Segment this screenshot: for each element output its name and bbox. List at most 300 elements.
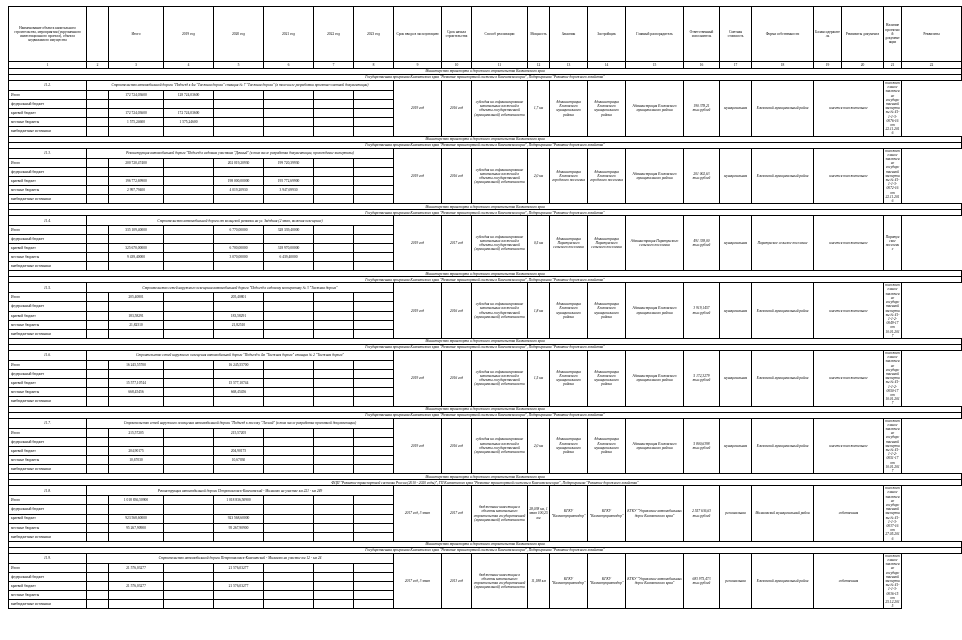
financing-amount: 172 724,03600	[109, 109, 164, 118]
financing-source-label: местные бюджеты	[9, 591, 87, 600]
spacer-cell	[354, 388, 394, 397]
financing-amount: 1 575,24600	[109, 118, 164, 127]
header-cell: 2020 год	[214, 7, 264, 62]
spacer-cell	[354, 591, 394, 600]
financing-amount: 204,90175	[109, 446, 164, 455]
budget-administrator: Администрация Паратунского сельского поселения	[626, 216, 684, 271]
customer: КГКУ "Камчатуправтодор"	[550, 486, 588, 542]
financing-amount	[314, 514, 354, 523]
financing-amount	[264, 100, 314, 109]
developer: Администрация Елизовского муниципального района	[588, 81, 626, 137]
financing-amount	[264, 600, 314, 609]
column-number-cell: 2	[87, 62, 109, 69]
financing-amount	[264, 532, 314, 541]
financing-source-label: федеральный бюджет	[9, 370, 87, 379]
financing-amount	[314, 302, 354, 311]
commissioning-year: 2019 год	[394, 418, 442, 474]
financing-source-label: внебюджетные источники	[9, 397, 87, 406]
financing-source-label: краевой бюджет	[9, 311, 87, 320]
financing-amount	[314, 361, 354, 370]
customer: Администрация Паратунского сельского поселения	[550, 216, 588, 271]
commissioning-year: 2019 год	[394, 350, 442, 406]
spacer-cell	[87, 118, 109, 127]
financing-amount	[164, 370, 214, 379]
start-year: 2016 год	[442, 81, 472, 137]
financing-amount	[164, 244, 214, 253]
financing-amount	[164, 582, 214, 591]
design-documentation: имеется положительное	[814, 418, 884, 474]
financing-amount	[264, 320, 314, 329]
object-title-row	[9, 81, 962, 91]
section-title: Министерство транспорта и дорожного строительства Камчатского края	[9, 69, 962, 75]
balance-holder: Елизовский муниципальный район	[752, 418, 814, 474]
document-requisites: положительное заключение государственной экспертизы № 41-1-1-3-0076-16 от 22.11.2016	[885, 81, 900, 136]
financing-amount: 4 019,20930	[214, 186, 264, 195]
spacer-cell	[354, 523, 394, 532]
spacer-cell	[87, 465, 109, 474]
financing-source-label: внебюджетные источники	[9, 262, 87, 271]
financing-amount	[109, 591, 164, 600]
column-number-cell: 20	[842, 62, 884, 69]
balance-holder: Мильковский муниципальный район	[752, 486, 814, 542]
spacer-cell	[87, 455, 109, 464]
header-cell: Наличие проектной документации	[884, 7, 902, 62]
column-number-cell: 1	[9, 62, 87, 69]
financing-amount: 923 568,60000	[214, 514, 264, 523]
object-title-row	[9, 553, 962, 563]
column-number-cell: 19	[814, 62, 842, 69]
estimated-cost: 201 002,63 тыс.рублей	[684, 148, 720, 204]
spacer-cell	[354, 253, 394, 262]
financing-amount	[164, 320, 214, 329]
spacer-cell	[87, 532, 109, 541]
column-number-cell: 12	[528, 62, 550, 69]
design-documentation: имеется положительное	[814, 81, 884, 137]
financing-amount	[164, 397, 214, 406]
spacer-cell	[354, 158, 394, 167]
financing-amount	[164, 591, 214, 600]
header-cell: Срок начала строительства	[442, 7, 472, 62]
financing-amount	[214, 532, 264, 541]
financing-amount	[214, 235, 264, 244]
spacer-cell	[87, 100, 109, 109]
financing-amount: 16 245,55700	[214, 361, 264, 370]
financing-amount	[109, 329, 164, 338]
financing-source-label: внебюджетные источники	[9, 127, 87, 136]
financing-amount: 21 576,03277	[109, 563, 164, 572]
financing-amount	[109, 600, 164, 609]
start-year: 2016 год	[442, 283, 472, 339]
financing-amount: 172 724,03600	[164, 109, 214, 118]
financing-source-label: местные бюджеты	[9, 118, 87, 127]
object-code: 11.4.	[9, 216, 87, 226]
financing-amount	[164, 329, 214, 338]
financing-source-label: федеральный бюджет	[9, 100, 87, 109]
column-number-cell: 5	[214, 62, 264, 69]
section-title: Министерство транспорта и дорожного строительства Камчатского края	[9, 474, 962, 480]
implementation-method: субсидия на софинансирование капитальных вложений в объекты государственной (муниципальной) собственности	[472, 418, 528, 474]
financing-amount	[264, 91, 314, 100]
financing-amount	[164, 262, 214, 271]
column-number-cell: 6	[264, 62, 314, 69]
financing-amount: 2 997,79400	[109, 186, 164, 195]
capacity: 1,7 км	[528, 81, 550, 137]
financing-amount: 15 577,10744	[109, 379, 164, 388]
financing-source-label: Итого	[9, 226, 87, 235]
financing-amount	[264, 109, 314, 118]
financing-amount	[109, 505, 164, 514]
financing-amount	[214, 302, 264, 311]
financing-amount	[314, 523, 354, 532]
ownership-form: муниципальная	[720, 148, 752, 204]
developer: КГКУ "Камчатуправтодор"	[588, 553, 626, 609]
estimated-cost: 491 338,00 тыс.рублей	[684, 216, 720, 271]
financing-source-label: внебюджетные источники	[9, 600, 87, 609]
program-title: Государственная программа Камчатского края "Развитие транспортной системы в Камчатском крае", Подпрограмма "Развитие дорожного хозяйства"	[9, 344, 962, 350]
financing-amount: 328 339,40000	[264, 226, 314, 235]
design-documentation: имеется положительное	[814, 350, 884, 406]
object-title: Реконструкция автомобильной дороги Петропавловск-Камчатский - Мильково на участке км 221 - км 249	[87, 486, 394, 496]
financing-amount	[214, 167, 264, 176]
column-number-cell: 3	[109, 62, 164, 69]
customer: КГКУ "Камчатуправтодор"	[550, 553, 588, 609]
header-cell: Итого	[109, 7, 164, 62]
budget-administrator: КГКУ "Управление автомобильных дорог Камчатского края"	[626, 486, 684, 542]
financing-source-label: краевой бюджет	[9, 446, 87, 455]
financing-amount	[214, 397, 264, 406]
header-cell	[87, 7, 109, 62]
financing-amount: 215,57205	[109, 428, 164, 437]
object-code: 11.6.	[9, 350, 87, 360]
financing-amount	[164, 505, 214, 514]
implementation-method: субсидия на софинансирование капитальных вложений в объекты государственной (муниципальной) собственности	[472, 81, 528, 137]
spacer-cell	[87, 591, 109, 600]
table-body	[9, 69, 962, 609]
financing-amount	[164, 428, 214, 437]
program-title: Государственная программа Камчатского края "Развитие транспортной системы в Камчатском крае", Подпрограмма "Развитие дорожного хозяйства"	[9, 75, 962, 81]
financing-amount	[264, 505, 314, 514]
financing-source-label: краевой бюджет	[9, 176, 87, 185]
financing-amount	[109, 397, 164, 406]
financing-amount	[314, 455, 354, 464]
spacer-cell	[354, 397, 394, 406]
financing-amount: 215,57205	[214, 428, 264, 437]
financing-amount	[314, 505, 354, 514]
financing-amount: 3 947,69930	[264, 186, 314, 195]
financing-amount: 95 267,90900	[109, 523, 164, 532]
spacer-cell	[87, 379, 109, 388]
financing-amount: 6 439,40000	[264, 253, 314, 262]
financing-amount: 335 109,40000	[109, 226, 164, 235]
spacer-cell	[354, 455, 394, 464]
spacer-cell	[87, 235, 109, 244]
spacer-cell	[87, 428, 109, 437]
object-title: Строительство автомобильной дороги от кольцевой развязки на ул. Звёздная (2 этап, включая освещение)	[87, 216, 394, 226]
financing-amount: 9 439,40000	[109, 253, 164, 262]
object-code: 11.7.	[9, 418, 87, 428]
financing-amount	[109, 437, 164, 446]
start-year: 2016 год	[442, 148, 472, 204]
design-documentation: имеется положительное	[814, 148, 884, 204]
column-number-cell: 22	[902, 62, 962, 69]
column-number-cell: 14	[588, 62, 626, 69]
estimated-cost: 5 172,3279 тыс.рублей	[684, 350, 720, 406]
financing-source-label: краевой бюджет	[9, 514, 87, 523]
spacer-cell	[87, 514, 109, 523]
financing-amount	[164, 573, 214, 582]
program-title: Государственная программа Камчатского края "Развитие транспортной системы в Камчатском крае", Подпрограмма "Развитие дорожного хозяйства"	[9, 412, 962, 418]
capacity: 2,0 км	[528, 418, 550, 474]
balance-holder: Елизовский муниципальный район	[752, 350, 814, 406]
spacer-cell	[87, 388, 109, 397]
object-title: Строительство сетей наружного освещения автомобильной дороги "Подъезд к 4м "Таежная дорога" станция № 2 "Таежная дорога"	[87, 350, 394, 360]
column-number-cell: 8	[354, 62, 394, 69]
spacer-cell	[354, 293, 394, 302]
customer: Администрация Елизовского муниципального района	[550, 350, 588, 406]
financing-amount	[164, 127, 214, 136]
spacer-cell	[87, 397, 109, 406]
commissioning-year: 2017 год, 3 этап	[394, 553, 442, 609]
spacer-cell	[354, 582, 394, 591]
program-title: Государственная программа Камчатского края "Развитие транспортной системы в Камчатском крае", Подпрограмма "Развитие дорожного хозяйства"	[9, 547, 962, 553]
header-cell: Сметная стоимость	[720, 7, 752, 62]
spacer-cell	[354, 428, 394, 437]
financing-amount	[264, 361, 314, 370]
financing-amount	[264, 591, 314, 600]
column-number-cell: 7	[314, 62, 354, 69]
implementation-method: бюджетные инвестиции в объекты капитального строительства государственной (муниципальной) собственности	[472, 486, 528, 542]
financing-amount	[214, 600, 264, 609]
financing-amount	[314, 118, 354, 127]
implementation-method: субсидия на софинансирование капитальных вложений в объекты государственной (муниципальной) собственности	[472, 216, 528, 271]
document-requisites: положительное заключение государственной экспертизы № 41-1-1-2-0049-17 от 10.01.2017	[885, 283, 900, 338]
start-year: 2017 год	[442, 216, 472, 271]
financing-amount	[264, 573, 314, 582]
column-number-cell: 13	[550, 62, 588, 69]
spacer-cell	[354, 127, 394, 136]
header-cell: Мощность	[528, 7, 550, 62]
financing-amount	[264, 514, 314, 523]
column-number-row	[9, 62, 962, 69]
financing-amount	[314, 563, 354, 572]
financing-amount	[264, 523, 314, 532]
spacer-cell	[354, 370, 394, 379]
spacer-cell	[87, 446, 109, 455]
financing-amount	[264, 446, 314, 455]
section-title: Министерство транспорта и дорожного строительства Камчатского края	[9, 204, 962, 210]
financing-amount	[214, 505, 264, 514]
financing-source-label: краевой бюджет	[9, 109, 87, 118]
financing-amount	[164, 455, 214, 464]
spacer-cell	[354, 109, 394, 118]
financing-amount	[214, 195, 264, 204]
investment-objects-table	[8, 6, 962, 609]
spacer-cell	[87, 505, 109, 514]
commissioning-year: 2019 год	[394, 81, 442, 137]
section-title: Министерство транспорта и дорожного строительства Камчатского края	[9, 338, 962, 344]
object-code: 11.2.	[9, 81, 87, 91]
spacer-cell	[87, 195, 109, 204]
financing-amount	[164, 523, 214, 532]
spacer-cell	[354, 262, 394, 271]
financing-amount: 3 070,00000	[214, 253, 264, 262]
spacer-cell	[87, 91, 109, 100]
balance-holder: Елизовский муниципальный район	[752, 81, 814, 137]
spacer-cell	[87, 361, 109, 370]
financing-amount	[164, 379, 214, 388]
financing-amount	[314, 293, 354, 302]
financing-source-label: федеральный бюджет	[9, 167, 87, 176]
financing-amount	[264, 582, 314, 591]
financing-source-label: Итого	[9, 496, 87, 505]
capacity: 28,038 км, 1 этап 100,25 км	[528, 486, 550, 542]
spacer-cell	[87, 582, 109, 591]
balance-holder: Елизовский муниципальный район	[752, 553, 814, 609]
spacer-cell	[354, 186, 394, 195]
implementation-method: субсидия на софинансирование капитальных вложений в объекты государственной (муниципальной) собственности	[472, 283, 528, 339]
financing-amount: 21 576,03277	[214, 563, 264, 572]
spacer-cell	[354, 514, 394, 523]
financing-amount	[164, 388, 214, 397]
document-requisites: положительное заключение государственной экспертизы № 41-1-1-3-0037-16 от 27.05.2016	[885, 486, 900, 541]
financing-source-label: местные бюджеты	[9, 186, 87, 195]
developer: Администрация Елизовского городского поселения	[588, 148, 626, 204]
financing-amount	[164, 563, 214, 572]
financing-amount	[214, 127, 264, 136]
financing-amount	[214, 118, 264, 127]
ownership-form: муниципальная	[720, 283, 752, 339]
document-requisites: Паратунское поселение	[884, 216, 902, 271]
financing-amount: 128 724,03600	[164, 91, 214, 100]
program-title: Государственная программа Камчатского края "Развитие транспортной системы в Камчатском крае", Подпрограмма "Развитие дорожного хозяйства"	[9, 142, 962, 148]
object-title-row	[9, 486, 962, 496]
capacity: 1,5 км	[528, 350, 550, 406]
spacer-cell	[354, 465, 394, 474]
financing-amount	[164, 514, 214, 523]
header-cell: 2022 год	[314, 7, 354, 62]
financing-amount: 6 700,00000	[214, 244, 264, 253]
financing-source-label: местные бюджеты	[9, 320, 87, 329]
financing-amount	[109, 127, 164, 136]
spacer-cell	[354, 235, 394, 244]
financing-amount	[314, 226, 354, 235]
spacer-cell	[354, 600, 394, 609]
customer: Администрация Елизовского городского поселения	[550, 148, 588, 204]
balance-holder: Паратунское сельское поселение	[752, 216, 814, 271]
financing-amount	[214, 437, 264, 446]
financing-amount	[164, 100, 214, 109]
customer: Администрация Елизовского муниципального района	[550, 283, 588, 339]
financing-amount	[264, 563, 314, 572]
object-title: Строительство автомобильной дороги "Подъезд к 4м "Таежная дорога" станция № 7 "Таежная дорога" (в том числе разработка проектно-сметной документации)	[87, 81, 394, 91]
spacer-cell	[354, 91, 394, 100]
object-code: 11.8.	[9, 486, 87, 496]
spacer-cell	[354, 446, 394, 455]
financing-amount: 668,45456	[109, 388, 164, 397]
financing-amount	[109, 573, 164, 582]
financing-amount	[164, 235, 214, 244]
table-header-row	[9, 7, 962, 62]
financing-amount	[214, 370, 264, 379]
financing-amount	[314, 100, 354, 109]
section-title: Министерство транспорта и дорожного строительства Камчатского края	[9, 406, 962, 412]
financing-amount	[164, 158, 214, 167]
header-cell: Реквизиты документа	[842, 7, 884, 62]
commissioning-year: 2019 год	[394, 283, 442, 339]
financing-source-label: федеральный бюджет	[9, 573, 87, 582]
start-year: 2013 год	[442, 553, 472, 609]
object-title: Строительство сетей наружного освещения автомобильной дороги "Подъезд к садовому кооперативу № 3 "Таежная дорога"	[87, 283, 394, 293]
design-documentation: имеется положительное	[814, 283, 884, 339]
financing-amount	[164, 496, 214, 505]
spacer-cell	[354, 195, 394, 204]
financing-amount: 172 724,03600	[109, 91, 164, 100]
column-number-cell: 21	[884, 62, 902, 69]
financing-amount: 1 018 836,50900	[109, 496, 164, 505]
balance-holder: Елизовский муниципальный район	[752, 283, 814, 339]
budget-administrator: КГКУ "Управление автомобильных дорог Камчатского края"	[626, 553, 684, 609]
object-code: 11.9.	[9, 553, 87, 563]
document-requisites: положительное заключение государственной экспертизы № 41-1-1-3-0072-16 от 22.11.2016	[885, 148, 900, 204]
commissioning-year: 2019 год	[394, 216, 442, 271]
financing-amount	[109, 465, 164, 474]
ownership-form: муниципальная	[720, 216, 752, 271]
object-title-row	[9, 283, 962, 293]
budget-administrator: Администрация Елизовского муниципального района	[626, 350, 684, 406]
design-documentation: собственная	[814, 486, 884, 542]
column-number-cell: 10	[442, 62, 472, 69]
financing-amount	[264, 379, 314, 388]
spacer-cell	[87, 311, 109, 320]
financing-amount	[264, 465, 314, 474]
financing-amount: 183,58291	[214, 311, 264, 320]
financing-amount	[264, 235, 314, 244]
spacer-cell	[354, 320, 394, 329]
financing-amount	[109, 262, 164, 271]
financing-source-label: Итого	[9, 293, 87, 302]
financing-amount	[164, 311, 214, 320]
financing-amount	[264, 455, 314, 464]
header-cell: Застройщик	[588, 7, 626, 62]
spacer-cell	[354, 505, 394, 514]
spacer-cell	[354, 563, 394, 572]
spacer-cell	[87, 253, 109, 262]
financing-amount	[314, 437, 354, 446]
spacer-cell	[87, 496, 109, 505]
financing-amount	[314, 573, 354, 582]
budget-administrator: Администрация Елизовского муниципального района	[626, 418, 684, 474]
estimated-cost: 190 378,21 тыс.рублей	[684, 81, 720, 137]
financing-source-label: Итого	[9, 563, 87, 572]
financing-amount	[214, 91, 264, 100]
developer: Администрация Елизовского муниципального района	[588, 283, 626, 339]
financing-amount: 199 720,39930	[264, 158, 314, 167]
financing-amount	[109, 195, 164, 204]
budget-administrator: Администрация Елизовского муниципального района	[626, 81, 684, 137]
financing-amount	[314, 388, 354, 397]
document-requisites: положительное заключение государственной экспертизы № 41-1-1-2-0050-17 от 10.01.2017	[885, 350, 900, 406]
object-title: Строительство автомобильной дороги Петропавловск-Камчатский - Мильково на участке км 12 - км 24	[87, 553, 394, 563]
developer: КГКУ "Камчатуправтодор"	[588, 486, 626, 542]
section-title: Министерство транспорта и дорожного строительства Камчатского края	[9, 136, 962, 142]
document-page	[8, 6, 940, 634]
spacer-cell	[354, 379, 394, 388]
spacer-cell	[354, 437, 394, 446]
spacer-cell	[354, 118, 394, 127]
spacer-cell	[354, 311, 394, 320]
financing-amount	[264, 293, 314, 302]
estimated-cost: 3 919,1457 тыс.рублей	[684, 283, 720, 339]
